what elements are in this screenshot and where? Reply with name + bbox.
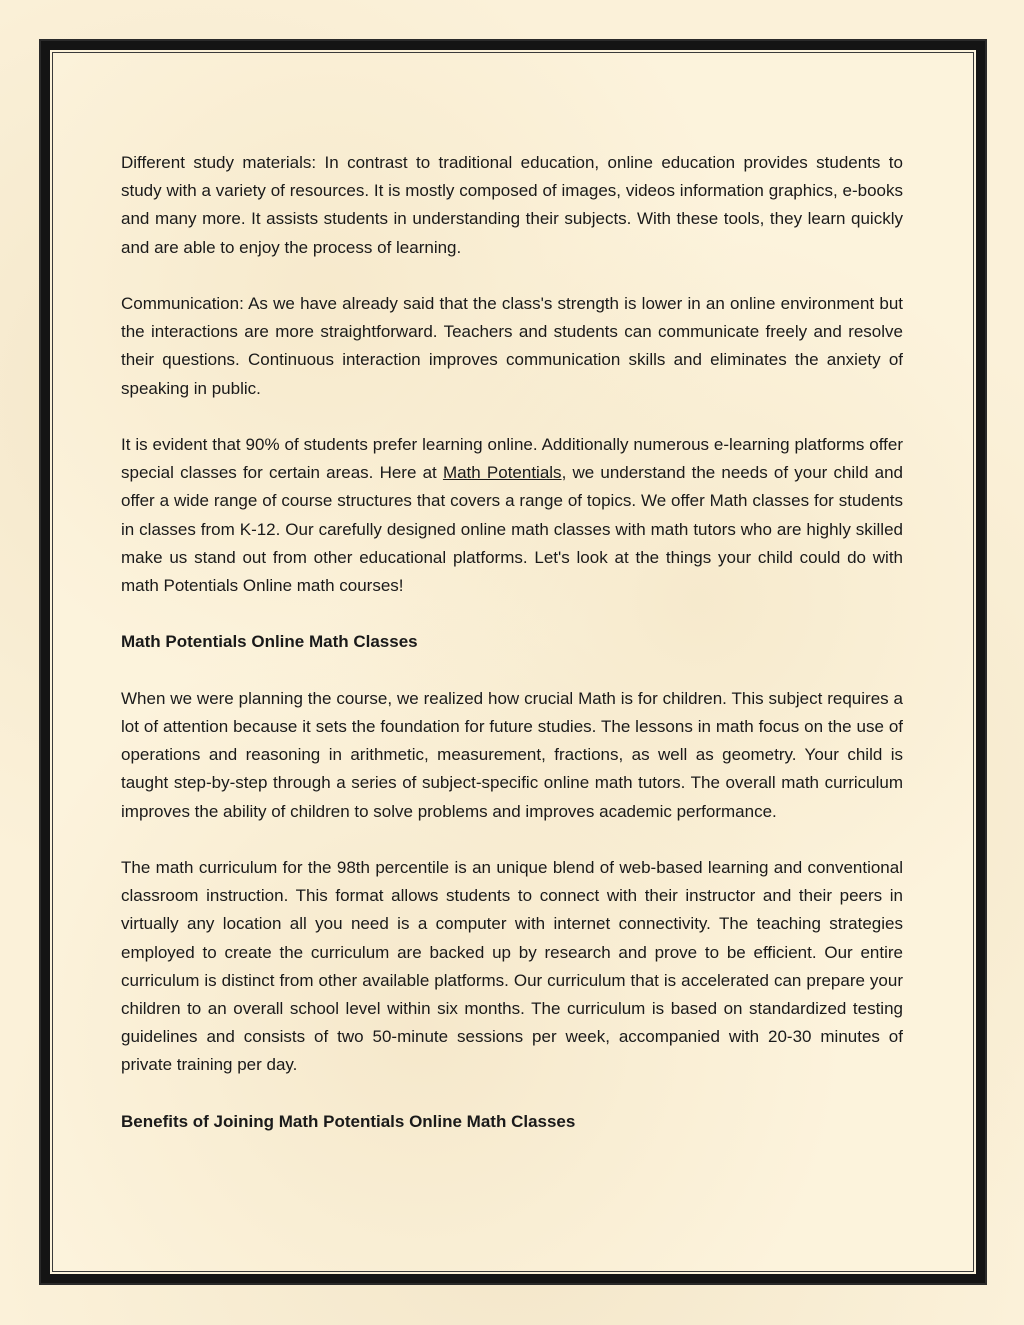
paragraph-online-learning — [121, 431, 903, 600]
paragraph-curriculum: The math curriculum for the 98th percentile is an unique blend of web-based learning and conventional classroom instruction. This format allows students to connect with their instructor and their peers in virtually any location all you need is a computer with internet connectivity. The teaching strategies employed to create the curriculum are backed up by research and prove to be efficient. Our entire curriculum is distinct from other available platforms. Our curriculum that is accelerated can prepare your children to an overall school level within six months. The curriculum is based on standardized testing guidelines and consists of two 50-minute sessions per week, accompanied with 20-30 minutes of private training per day. — [121, 858, 903, 1075]
heading-online-math-classes: Math Potentials Online Math Classes — [121, 632, 418, 652]
math-potentials-link[interactable]: Math Potentials — [442, 463, 562, 483]
paragraph-communication: Communication: As we have already said that the class's strength is lower in an online environment but the interactions are more straightforward. Teachers and students can communicate freely and resolve their questions. Continuous interaction improves communication skills and eliminates the anxiety of speaking in public. — [121, 294, 903, 398]
paragraph-online-learning-end: , we understand the needs of your child and offer a wide range of course structures that covers a range of topics. We offer Math classes for students in classes from K-12. Our carefully designed online math classes with math tutors who are highly skilled make us stand out from other educational platforms. Let's look at the things your child could do with math Potentials Online math courses! — [121, 463, 903, 596]
heading-benefits: Benefits of Joining Math Potentials Online Math Classes — [121, 1111, 576, 1131]
paragraph-online-learning-start: It is evident that 90% of students prefer learning online. Additionally numerous e-learning platforms offer special classes for certain areas. Here at — [121, 435, 903, 483]
paragraph-course-planning: When we were planning the course, we realized how crucial Math is for children. This subject requires a lot of attention because it sets the foundation for future studies. The lessons in math focus on the use of operations and reasoning in arithmetic, measurement, fractions, as well as geometry. Your child is taught step-by-step through a series of subject-specific online math tutors. The overall math curriculum improves the ability of children to solve problems and improves academic performance. — [121, 688, 903, 821]
paragraph-study-materials: Different study materials: In contrast to traditional education, online education provides students to study with a variety of resources. It is mostly composed of images, videos information graphics, e-books and many more. It assists students in understanding their subjects. With these tools, they learn quickly and are able to enjoy the process of learning. — [121, 153, 903, 257]
document-body — [121, 149, 903, 1164]
